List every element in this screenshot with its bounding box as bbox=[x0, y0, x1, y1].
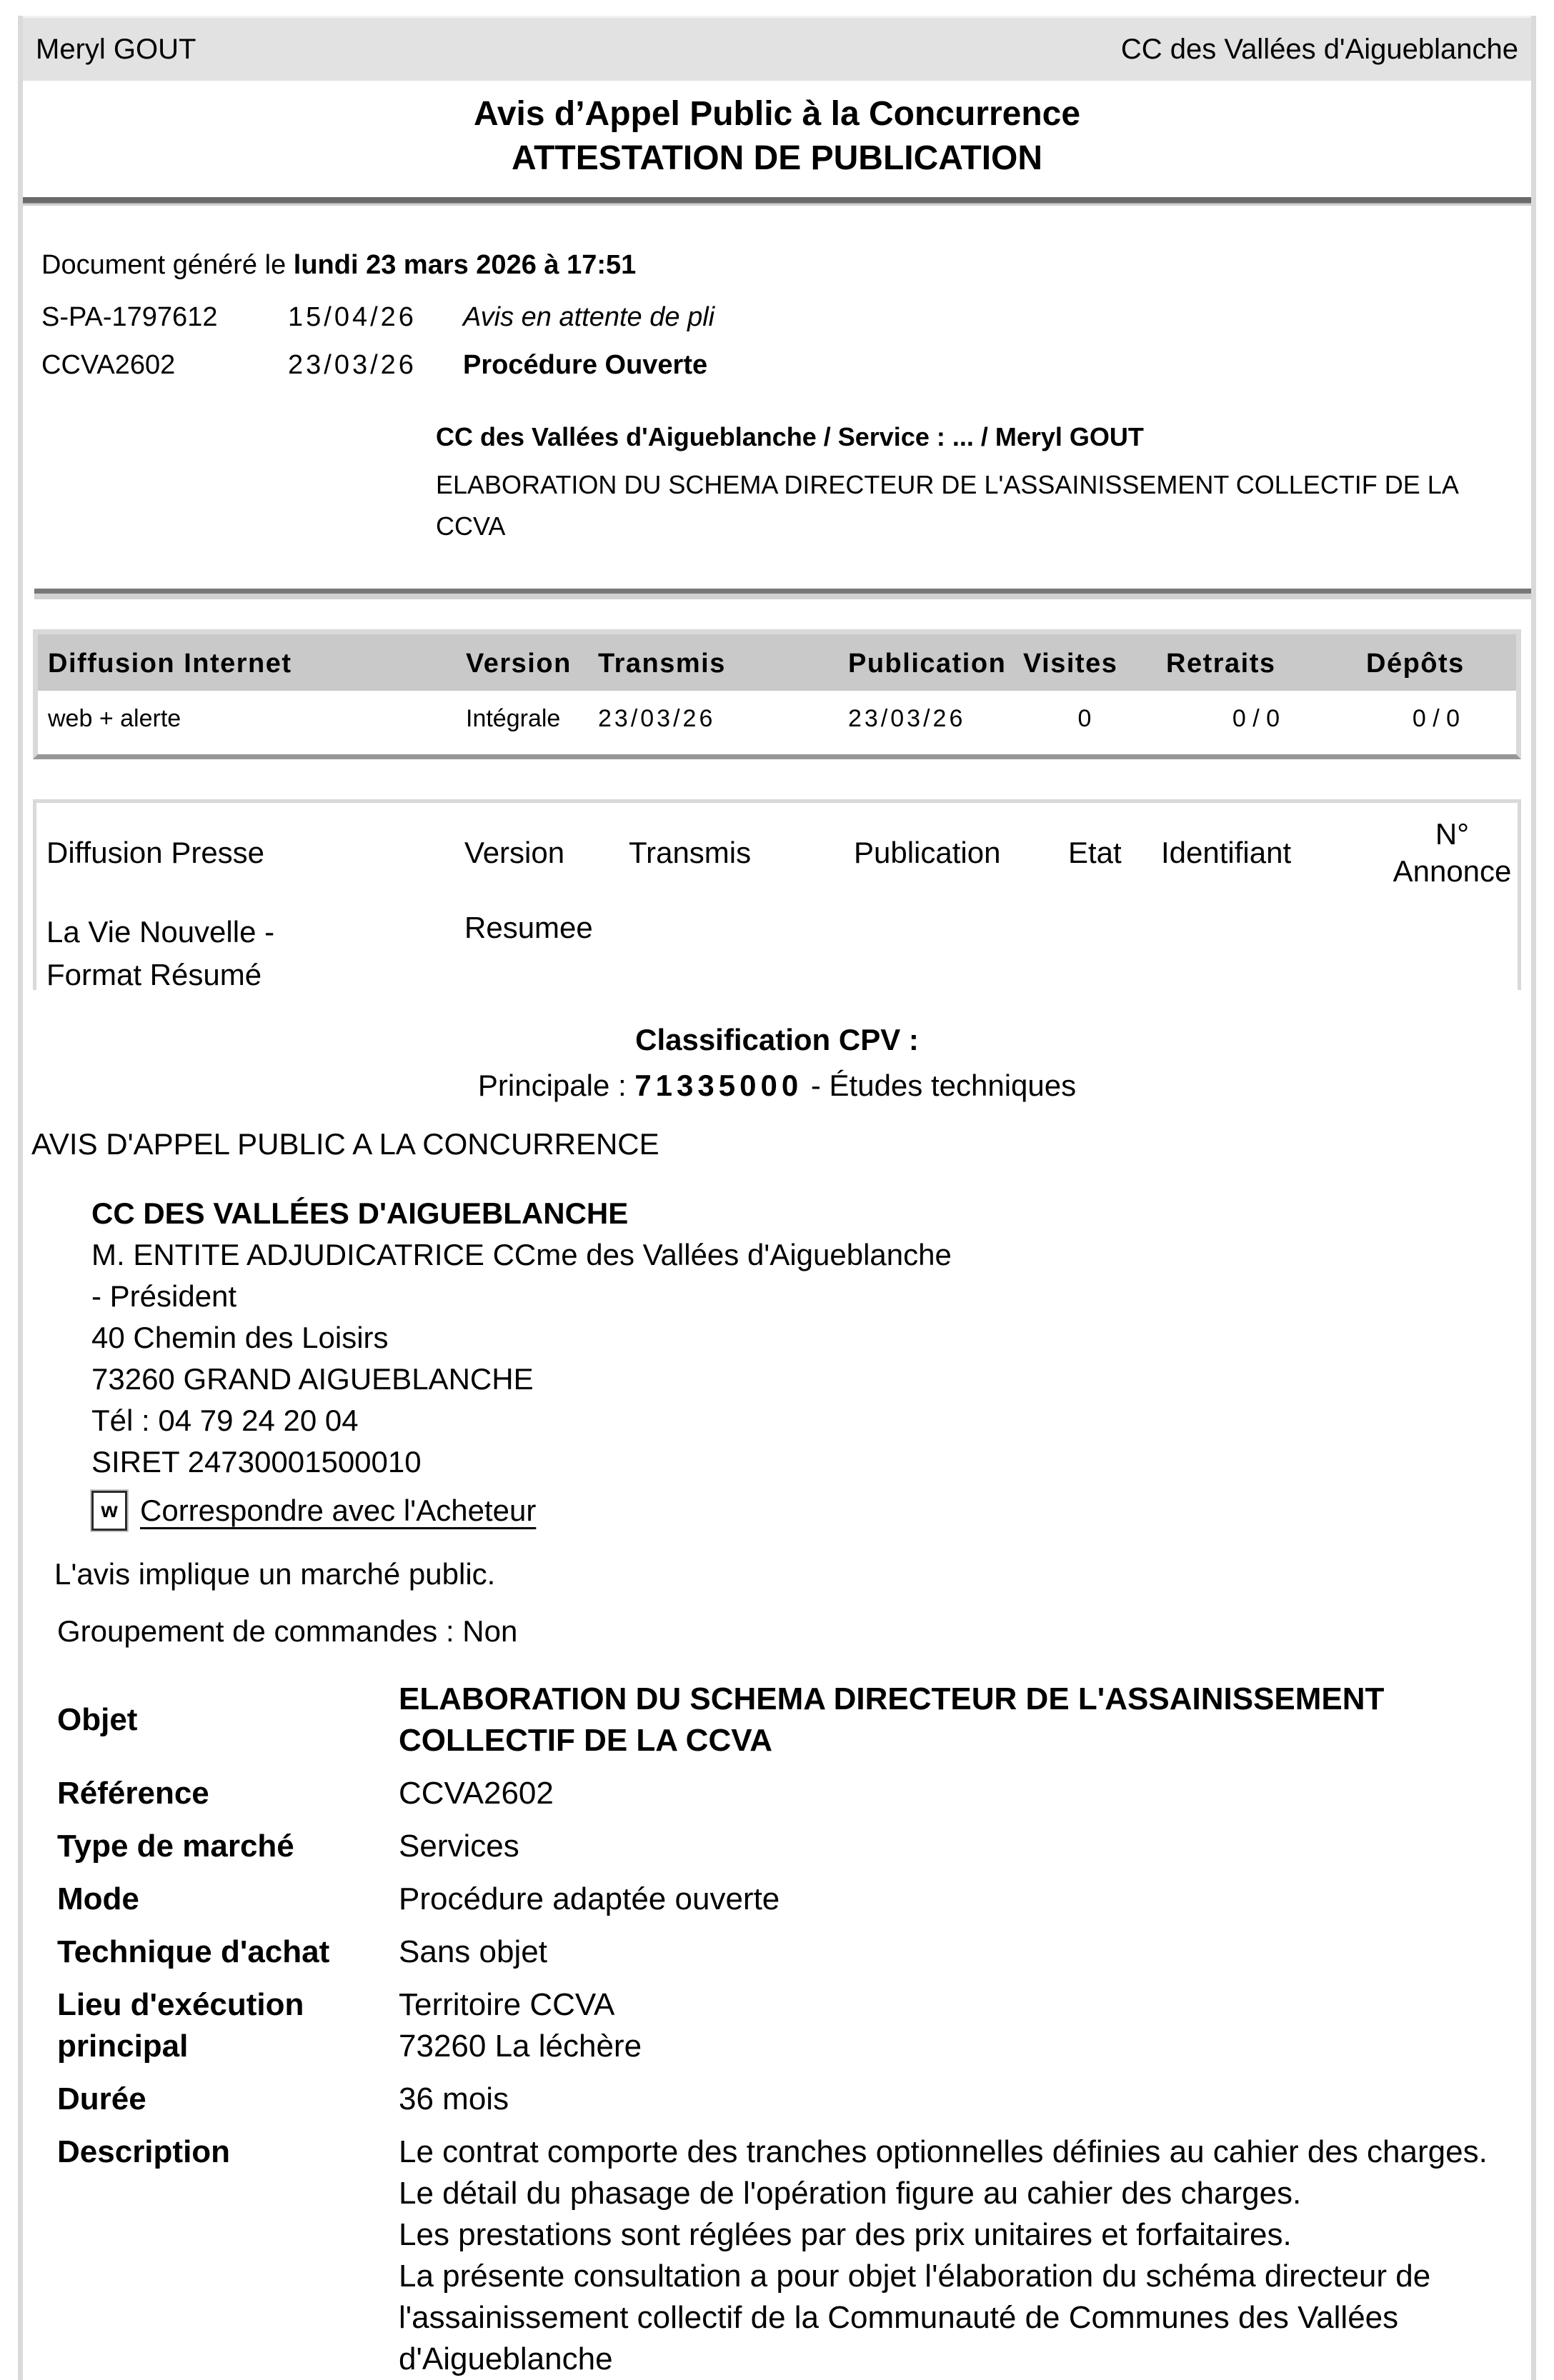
cell-publication: 23/03/26 bbox=[848, 704, 966, 732]
detail-label-mode: Mode bbox=[57, 1881, 139, 1916]
col-header-version: Version bbox=[466, 648, 572, 679]
col-header-presse-transmis: Transmis bbox=[629, 836, 752, 870]
buyer-address-block bbox=[91, 1193, 1531, 1531]
detail-value-technique-achat: Sans objet bbox=[399, 1934, 547, 1969]
buyer-phone: Tél : 04 79 24 20 04 bbox=[91, 1403, 359, 1437]
title-line-1: Avis d’Appel Public à la Concurrence bbox=[473, 95, 1081, 133]
detail-value-type-marche: Services bbox=[399, 1828, 519, 1864]
detail-label-description: Description bbox=[57, 2134, 231, 2169]
page-header-band bbox=[23, 16, 1531, 81]
detail-value-lieu-execution bbox=[399, 1984, 1542, 2067]
description-sentence-4: La présente consultation a pour objet l'élaboration du schéma directeur de l'assainissement collectif de la Communauté de Communes des Vallées d'Aigueblanche bbox=[399, 2258, 1431, 2376]
cell-depots: 0 / 0 bbox=[1412, 704, 1460, 732]
detail-label-objet: Objet bbox=[57, 1701, 138, 1737]
diffusion-presse-data-row bbox=[36, 911, 1518, 990]
correspond-link-row bbox=[91, 1490, 1531, 1531]
cell-transmis: 23/03/26 bbox=[598, 704, 716, 732]
buyer-siret: SIRET 24730001500010 bbox=[91, 1444, 422, 1479]
col-header-presse-version: Version bbox=[464, 836, 565, 870]
col-header-retraits: Retraits bbox=[1166, 648, 1276, 679]
ref1-date: 15/04/26 bbox=[288, 301, 417, 332]
description-sentence-2: Le détail du phasage de l'opération figure au cahier des charges. bbox=[399, 2175, 1302, 2211]
cell-support-name: web + alerte bbox=[48, 704, 181, 732]
detail-label-reference: Référence bbox=[57, 1775, 209, 1811]
cpv-code-description: - Études techniques bbox=[802, 1068, 1077, 1102]
detail-row-reference bbox=[57, 1773, 1531, 1814]
detail-row-mode bbox=[57, 1879, 1531, 1920]
document-title bbox=[23, 81, 1531, 197]
diffusion-internet-data-row bbox=[38, 694, 1516, 754]
cell-presse-publication bbox=[844, 911, 1058, 990]
document-page bbox=[18, 16, 1536, 2380]
ref1-status: Avis en attente de pli bbox=[463, 301, 715, 332]
diffusion-presse-table bbox=[33, 799, 1521, 990]
detail-row-lieu-execution bbox=[57, 1984, 1531, 2067]
col-header-diffusion-presse: Diffusion Presse bbox=[46, 836, 265, 870]
detail-row-description bbox=[57, 2131, 1531, 2380]
lieu-line-1: Territoire CCVA bbox=[399, 1986, 615, 2022]
generated-datetime: lundi 23 mars 2026 à 17:51 bbox=[293, 249, 637, 280]
buyer-president-line: - Président bbox=[91, 1279, 237, 1313]
detail-value-reference: CCVA2602 bbox=[399, 1775, 554, 1811]
buyer-entity-line: M. ENTITE ADJUDICATRICE CCme des Vallées d'Aigueblanche bbox=[91, 1237, 952, 1271]
detail-label-lieu-execution: Lieu d'exécution principal bbox=[57, 1986, 304, 2064]
detail-value-duree: 36 mois bbox=[399, 2081, 509, 2116]
market-statement: L'avis implique un marché public. bbox=[54, 1556, 496, 1591]
detail-value-description bbox=[399, 2131, 1506, 2380]
detail-row-type-marche bbox=[57, 1826, 1531, 1867]
col-header-visites: Visites bbox=[1023, 648, 1118, 679]
notice-service-path: CC des Vallées d'Aigueblanche / Service : ... / Meryl GOUT bbox=[436, 421, 1144, 451]
cell-presse-etat bbox=[1058, 911, 1151, 990]
col-header-publication: Publication bbox=[848, 648, 1007, 679]
col-header-transmis: Transmis bbox=[598, 648, 726, 679]
generated-line bbox=[41, 250, 1531, 281]
detail-value-mode: Procédure adaptée ouverte bbox=[399, 1881, 780, 1916]
buyer-city: 73260 GRAND AIGUEBLANCHE bbox=[91, 1361, 534, 1396]
col-header-presse-identifiant: Identifiant bbox=[1161, 836, 1292, 870]
cpv-classification bbox=[23, 1023, 1531, 1103]
cell-presse-name: La Vie Nouvelle - Format Résumé bbox=[46, 914, 275, 990]
reference-rows bbox=[41, 302, 1531, 381]
ref2-date: 23/03/26 bbox=[288, 349, 417, 380]
diffusion-internet-table bbox=[33, 629, 1521, 759]
detail-row-objet bbox=[57, 1679, 1531, 1761]
description-sentence-3: Les prestations sont réglées par des prix unitaires et forfaitaires. bbox=[399, 2216, 1292, 2252]
cpv-code: 71335000 bbox=[634, 1068, 803, 1102]
detail-label-technique-achat: Technique d'achat bbox=[57, 1934, 330, 1969]
details-table bbox=[57, 1679, 1531, 2380]
title-line-2: ATTESTATION DE PUBLICATION bbox=[511, 139, 1043, 178]
cpv-principale-label: Principale : bbox=[477, 1068, 635, 1102]
col-header-presse-etat: Etat bbox=[1068, 836, 1122, 870]
detail-row-duree bbox=[57, 2079, 1531, 2120]
diffusion-internet-header-row bbox=[38, 634, 1516, 694]
description-sentence-1: Le contrat comporte des tranches optionnelles définies au cahier des charges. bbox=[399, 2134, 1488, 2169]
col-header-diffusion-internet: Diffusion Internet bbox=[48, 648, 292, 679]
col-header-depots: Dépôts bbox=[1366, 648, 1465, 679]
section-divider bbox=[34, 589, 1531, 599]
cpv-principale-line bbox=[23, 1069, 1531, 1103]
col-header-presse-publication: Publication bbox=[854, 836, 1001, 870]
header-user-name: Meryl GOUT bbox=[36, 33, 196, 65]
detail-value-objet: ELABORATION DU SCHEMA DIRECTEUR DE L'ASSAINISSEMENT COLLECTIF DE LA CCVA bbox=[399, 1681, 1385, 1758]
notice-subject: ELABORATION DU SCHEMA DIRECTEUR DE L'ASSAINISSEMENT COLLECTIF DE LA CCVA bbox=[436, 470, 1458, 541]
notice-block bbox=[436, 416, 1508, 547]
detail-label-type-marche: Type de marché bbox=[57, 1828, 294, 1864]
grouping-statement: Groupement de commandes : Non bbox=[57, 1614, 518, 1648]
cpv-heading: Classification CPV : bbox=[635, 1022, 919, 1056]
buyer-street: 40 Chemin des Loisirs bbox=[91, 1320, 389, 1354]
correspond-with-buyer-link[interactable]: Correspondre avec l'Acheteur bbox=[140, 1493, 537, 1527]
ref2-id: CCVA2602 bbox=[41, 349, 176, 380]
cell-presse-transmis bbox=[619, 911, 844, 990]
detail-row-technique-achat bbox=[57, 1931, 1531, 1973]
title-divider bbox=[23, 197, 1531, 206]
col-header-presse-numero-annonce: N° Annonce bbox=[1393, 816, 1512, 889]
cell-presse-numero-annonce bbox=[1387, 911, 1518, 990]
cell-retraits: 0 / 0 bbox=[1232, 704, 1280, 732]
avis-heading: AVIS D'APPEL PUBLIC A LA CONCURRENCE bbox=[31, 1126, 659, 1161]
generated-prefix: Document généré le bbox=[41, 249, 294, 280]
header-organization-name: CC des Vallées d'Aigueblanche bbox=[1120, 33, 1518, 65]
buyer-name: CC DES VALLÉES D'AIGUEBLANCHE bbox=[91, 1196, 629, 1230]
detail-label-duree: Durée bbox=[57, 2081, 146, 2116]
ref1-id: S-PA-1797612 bbox=[41, 301, 218, 332]
w-messaging-icon[interactable]: w bbox=[91, 1491, 127, 1531]
lieu-line-2: 73260 La léchère bbox=[399, 2028, 642, 2064]
cell-version: Intégrale bbox=[466, 704, 561, 732]
ref2-status: Procédure Ouverte bbox=[463, 349, 708, 380]
cell-presse-identifiant bbox=[1151, 911, 1387, 990]
cell-visites: 0 bbox=[1077, 704, 1092, 732]
cell-presse-version: Resumee bbox=[464, 910, 593, 944]
diffusion-presse-header-row bbox=[36, 803, 1518, 891]
